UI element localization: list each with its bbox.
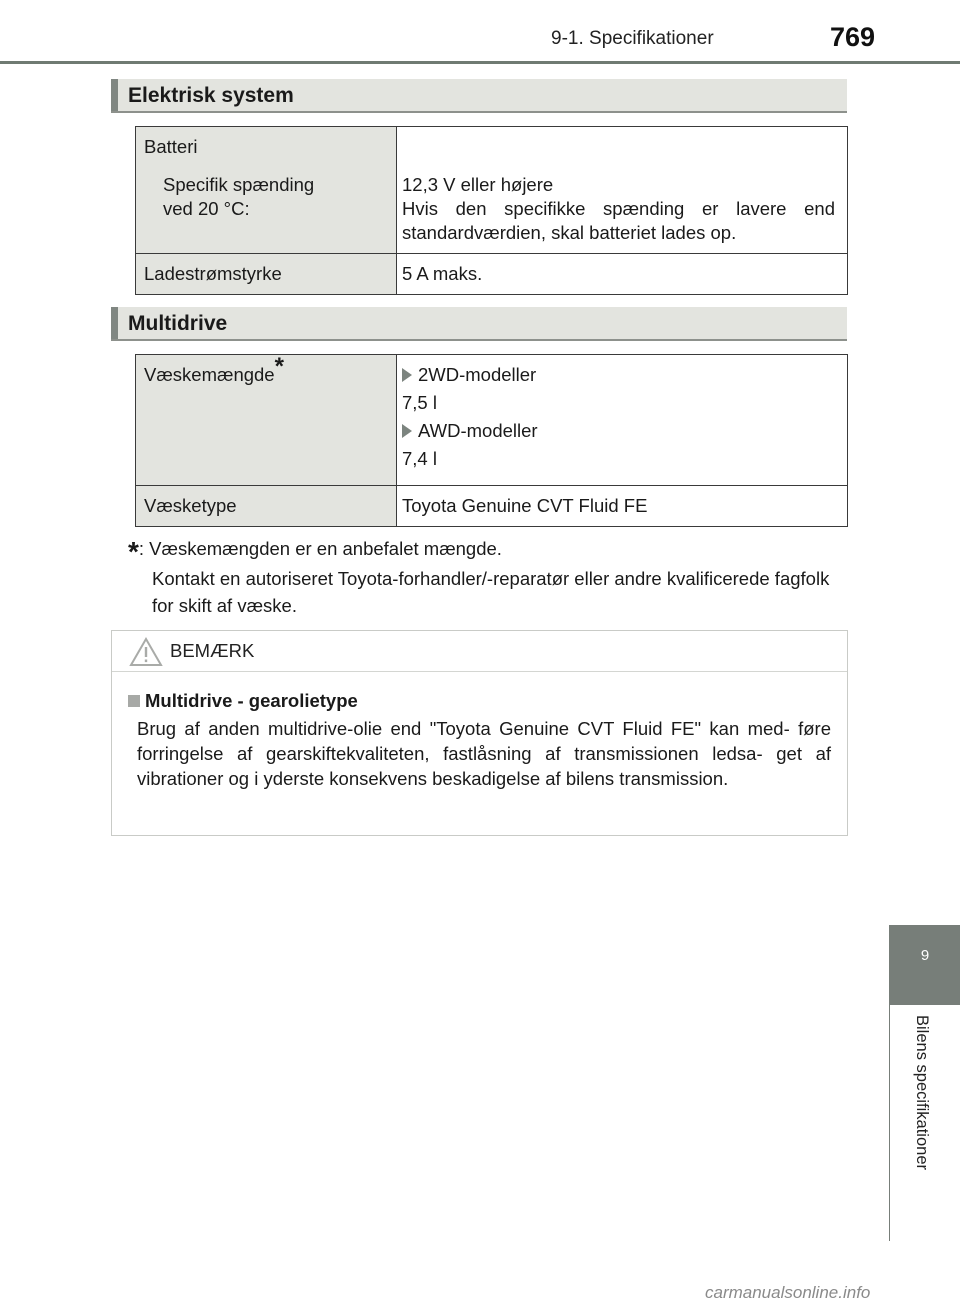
battery-label: Batteri xyxy=(144,136,198,157)
notice-box xyxy=(111,630,848,836)
footnote-line1: : Væskemængden er en anbefalet mængde. xyxy=(138,538,502,559)
notice-title-row xyxy=(128,688,831,713)
triangle-right-icon xyxy=(402,368,412,382)
battery-label-cell xyxy=(136,127,397,254)
multidrive-heading-text: Multidrive xyxy=(128,312,228,335)
quantity-value-cell xyxy=(397,355,848,486)
triangle-right-icon xyxy=(402,424,412,438)
multidrive-heading xyxy=(111,307,847,341)
electrical-table xyxy=(135,126,848,295)
quantity-label: Væskemængde xyxy=(144,364,275,385)
table-row xyxy=(136,127,848,254)
fluid-type-label: Væsketype xyxy=(136,486,397,527)
notice-title: Multidrive - gearolietype xyxy=(145,690,358,711)
footnote xyxy=(128,535,848,619)
model-2wd: 2WD-modeller xyxy=(418,364,537,385)
table-row xyxy=(136,254,848,295)
fluid-type-value: Toyota Genuine CVT Fluid FE xyxy=(397,486,848,527)
footnote-mark: * xyxy=(274,352,284,380)
charge-label: Ladestrømstyrke xyxy=(136,254,397,295)
value-awd: 7,4 l xyxy=(402,448,437,469)
chapter-title: Bilens specifikationer xyxy=(913,1015,931,1170)
notice-label: BEMÆRK xyxy=(170,640,255,661)
header-rule xyxy=(0,61,960,64)
list-item xyxy=(402,419,835,443)
chapter-number: 9 xyxy=(920,947,930,964)
section-title: 9-1. Specifikationer xyxy=(551,28,714,49)
voltage-note: Hvis den specifikke spænding er lavere end standardværdien, skal batteriet lades op. xyxy=(402,198,835,243)
page-number: 769 xyxy=(830,22,876,52)
list-item xyxy=(402,363,835,387)
electrical-heading-text: Elektrisk system xyxy=(128,84,294,107)
multidrive-table xyxy=(135,354,848,527)
heading-bar xyxy=(111,307,118,339)
value-2wd: 7,5 l xyxy=(402,392,437,413)
voltage-value: 12,3 V eller højere xyxy=(402,174,554,195)
heading-bar xyxy=(111,79,118,111)
quantity-label-cell xyxy=(136,352,397,486)
electrical-heading xyxy=(111,79,847,113)
voltage-value-cell xyxy=(397,127,848,254)
voltage-label: Specifik spænding ved 20 °C: xyxy=(163,174,315,219)
notice-body xyxy=(128,688,831,791)
table-row xyxy=(136,355,848,486)
charge-value: 5 A maks. xyxy=(397,254,848,295)
warning-triangle-icon xyxy=(129,637,163,667)
watermark: carmanualsonline.info xyxy=(705,1283,871,1302)
chapter-tab-label xyxy=(890,1005,960,1240)
footnote-star: * xyxy=(128,536,139,567)
model-awd: AWD-modeller xyxy=(418,420,538,441)
square-bullet-icon xyxy=(128,695,140,707)
table-row xyxy=(136,486,848,527)
notice-text: Brug af anden multidrive-olie end "Toyota Genuine CVT Fluid FE" kan med- føre forringelse af gearskiftekvaliteten, fastlåsning af transmissionen ledsa- get af vibrationer og i yderste konsekvens beskadigelse af bilens transmission. xyxy=(137,718,831,789)
chapter-tab xyxy=(890,925,960,1005)
footnote-line2: Kontakt en autoriseret Toyota-forhandler/-reparatør eller andre kvalificerede fagfolk for skift af væske. xyxy=(152,568,830,616)
notice-header xyxy=(112,631,847,672)
